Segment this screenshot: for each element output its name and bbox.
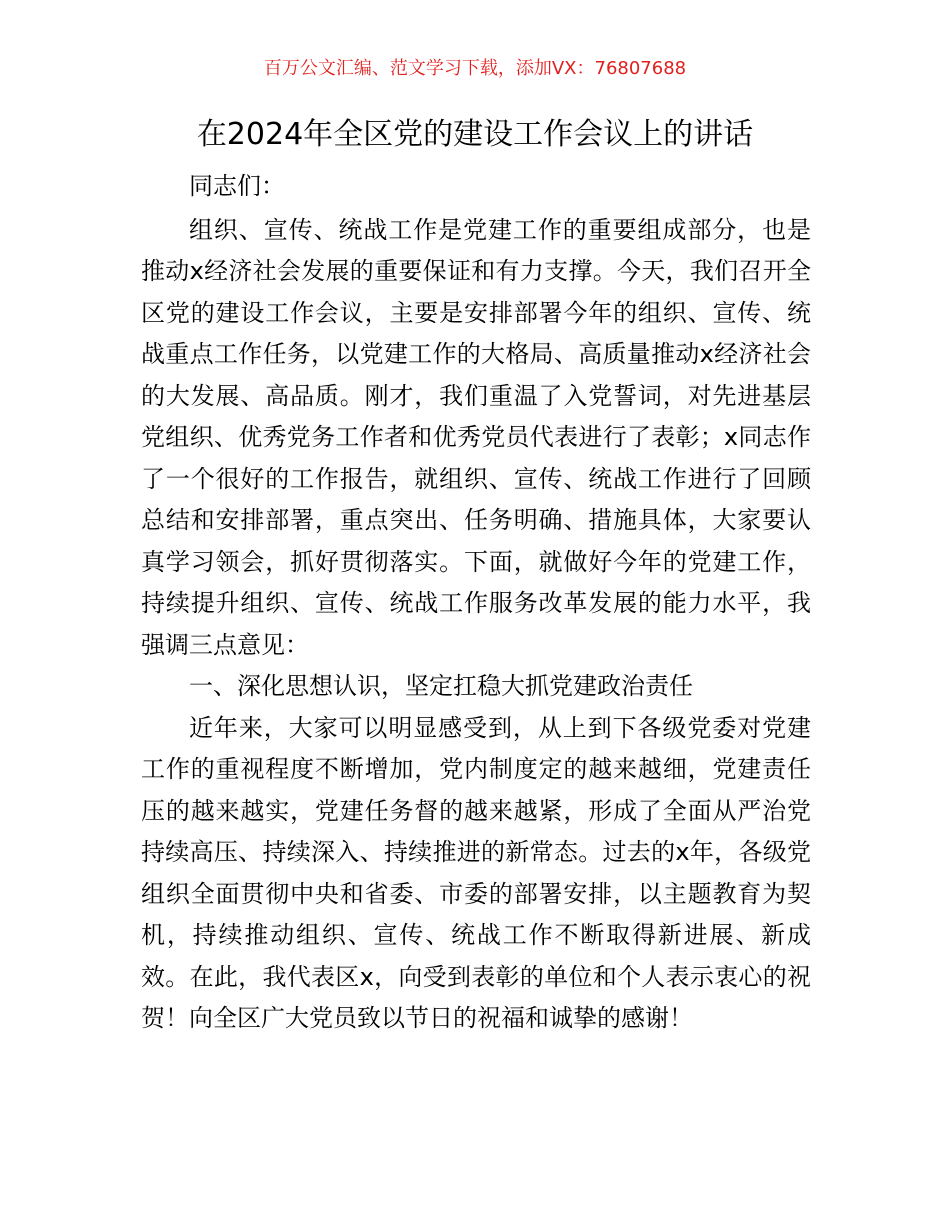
paragraph-section-1: 近年来，大家可以明显感受到，从上到下各级党委对党建工作的重视程度不断增加，党内制度定的越来越细，党建责任压的越来越实，党建任务督的越来越紧，形成了全面从严治党持续高压、持续深入、持续推进的新常态。过去的x年，各级党组织全面贯彻中央和省委、市委的部署安排，以主题教育为契机，持续推动组织、宣传、统战工作不断取得新进展、新成效。在此，我代表区x，向受到表彰的单位和个人表示衷心的祝贺！向全区广大党员致以节日的祝福和诚挚的感谢！ xyxy=(141,713,811,1032)
greeting: 同志们： xyxy=(189,172,285,200)
document-title: 在2024年全区党的建设工作会议上的讲话 xyxy=(196,117,754,152)
watermark-banner: 百万公文汇编、范文学习下载，添加VX：76807688 xyxy=(263,58,687,79)
paragraph-intro: 组织、宣传、统战工作是党建工作的重要组成部分，也是推动x经济社会发展的重要保证和有力支撑。今天，我们召开全区党的建设工作会议，主要是安排部署今年的组织、宣传、统战重点工作任务，以党建工作的大格局、高质量推动x经济社会的大发展、高品质。刚才，我们重温了入党誓词，对先进基层党组织、优秀党务工作者和优秀党员代表进行了表彰；x同志作了一个很好的工作报告，就组织、宣传、统战工作进行了回顾总结和安排部署，重点突出、任务明确、措施具体，大家要认真学习领会，抓好贯彻落实。下面，就做好今年的党建工作，持续提升组织、宣传、统战工作服务改革发展的能力水平，我强调三点意见： xyxy=(141,215,811,659)
section-heading-1: 一、深化思想认识，坚定扛稳大抓党建政治责任 xyxy=(189,672,693,700)
document-body xyxy=(141,166,811,1040)
